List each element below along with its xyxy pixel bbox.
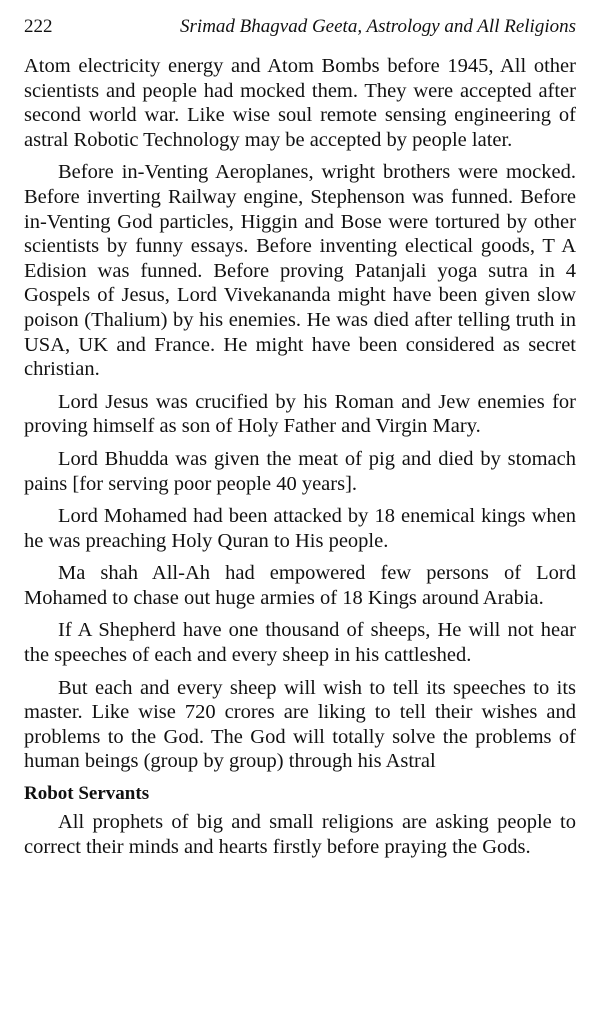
- section-heading: Robot Servants: [24, 783, 150, 805]
- paragraph-inventors-mocked: Before in-Venting Aeroplanes, wright brothers were mocked. Before inverting Railway engine, Stephenson was funned. Before in-Venting God particles, Higgin and Bose were tortured by other scientists by funny essays. Before inventing electical goods, T A Edision was funned. Before proving Patanjali yoga sutra in 4 Gospels of Jesus, Lord Vivekananda might have been given slow poison (Thalium) by his enemies. He was died after telling truth in USA, UK and France. He might have been considered as secret christian.: [24, 161, 576, 381]
- running-head: [24, 14, 576, 54]
- paragraph-sheep-speeches: But each and every sheep will wish to tell its speeches to its master. Like wise 720 crores are liking to tell their wishes and problems to the God. The God will totally solve the problems of human beings (group by group) through his Astral: [24, 676, 576, 773]
- paragraph-bhudda: Lord Bhudda was given the meat of pig and died by stomach pains [for serving poor people 40 years].: [24, 447, 576, 495]
- paragraph-shepherd: If A Shepherd have one thousand of sheeps, He will not hear the speeches of each and every sheep in his cattleshed.: [24, 619, 576, 667]
- paragraph-prophets: All prophets of big and small religions are asking people to correct their minds and hearts firstly before praying the Gods.: [24, 811, 576, 858]
- paragraph-mohamed: Lord Mohamed had been attacked by 18 enemical kings when he was preaching Holy Quran to His people.: [24, 505, 576, 552]
- paragraph-atom-energy: Atom electricity energy and Atom Bombs before 1945, All other scientists and people had mocked them. They were accepted after second world war. Like wise soul remote sensing engineering of astral Robotic Technology may be accepted by people later.: [24, 55, 576, 151]
- paragraph-arabia: Ma shah All-Ah had empowered few persons of Lord Mohamed to chase out huge armies of 18 Kings around Arabia.: [24, 562, 576, 609]
- paragraph-jesus: Lord Jesus was crucified by his Roman and Jew enemies for proving himself as son of Holy Father and Virgin Mary.: [24, 390, 576, 438]
- running-title: Srimad Bhagvad Geeta, Astrology and All Religions: [180, 16, 576, 37]
- page-number: 222: [24, 16, 53, 37]
- body-text: [24, 54, 576, 859]
